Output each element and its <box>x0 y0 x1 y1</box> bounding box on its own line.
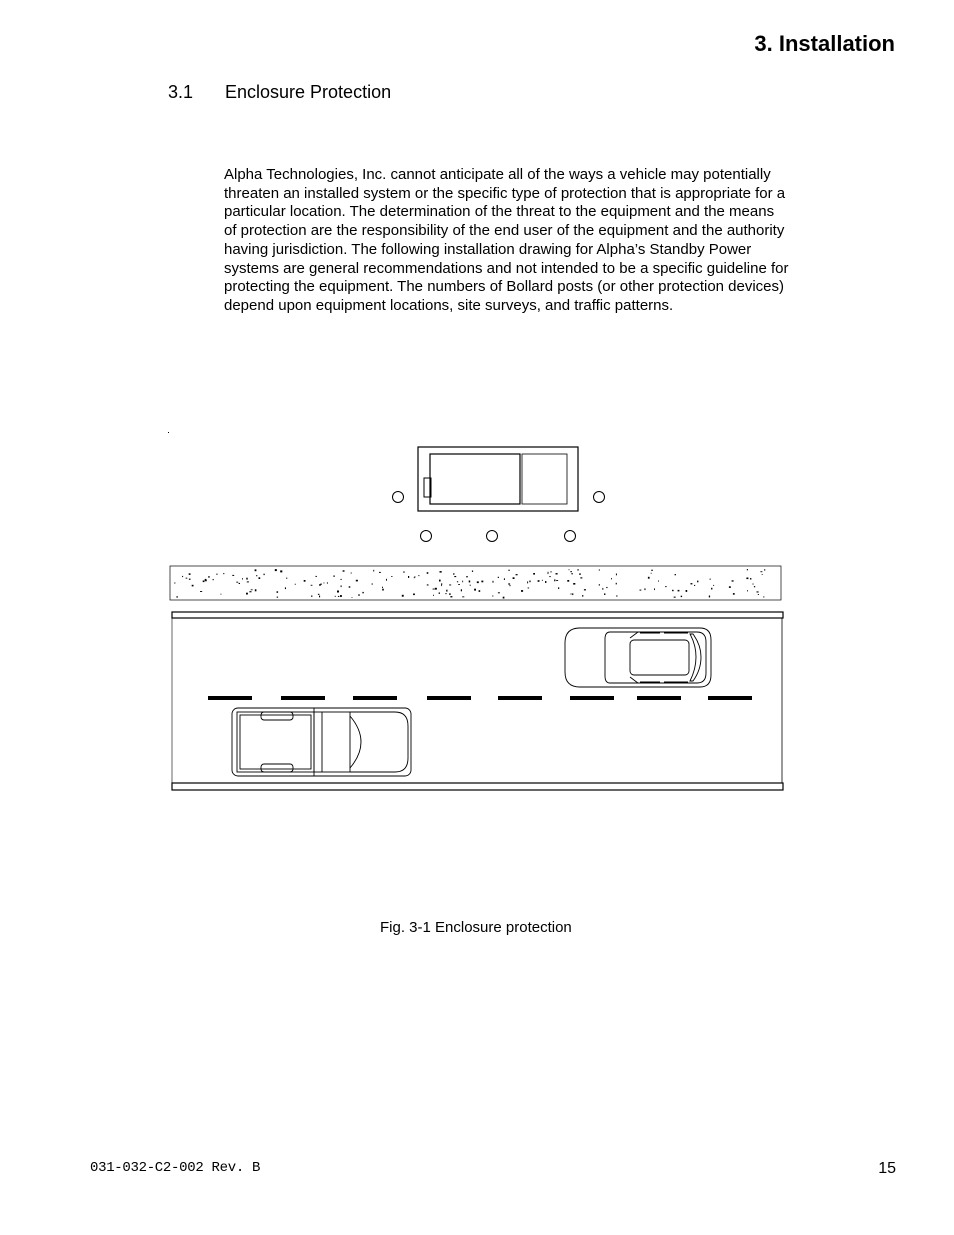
gravel-speck <box>521 590 523 592</box>
gravel-speck <box>545 581 546 583</box>
gravel-speck <box>217 574 218 576</box>
road <box>172 612 783 790</box>
gravel-speck <box>445 593 446 594</box>
gravel-speck <box>713 585 714 586</box>
gravel-speck <box>747 569 748 570</box>
gravel-speck <box>458 584 460 585</box>
section-title: Enclosure Protection <box>225 82 392 102</box>
gravel-speck <box>223 573 224 574</box>
gravel-speck <box>760 571 762 572</box>
gravel-speck <box>408 576 409 578</box>
gravel-speck <box>569 569 570 570</box>
gravel-speck <box>466 576 467 577</box>
truck-outline <box>232 708 411 776</box>
truck-windshield <box>350 716 361 768</box>
gravel-speck <box>319 596 320 598</box>
gravel-speck <box>351 573 352 574</box>
gravel-speck <box>508 583 510 584</box>
gravel-speck <box>513 577 515 579</box>
gravel-speck <box>205 579 206 581</box>
gravel-speck <box>681 596 682 597</box>
gravel-speck <box>457 581 458 582</box>
gravel-speck <box>427 584 429 585</box>
gravel-speck <box>379 572 381 573</box>
car-windshield <box>690 634 701 681</box>
footer-doc-number: 031-032-C2-002 Rev. B <box>90 1160 261 1176</box>
gravel-speck <box>249 591 251 592</box>
gravel-speck <box>571 573 573 574</box>
gravel-speck <box>665 586 667 587</box>
gravel-speck <box>418 575 419 576</box>
gravel-speck <box>311 596 312 597</box>
gravel-speck <box>275 569 277 571</box>
gravel-speck <box>764 569 765 571</box>
gravel-speck <box>492 595 493 596</box>
gravel-speck <box>469 581 471 583</box>
gravel-speck <box>711 588 712 590</box>
gravel-speck <box>733 593 735 595</box>
gravel-speck <box>510 585 511 586</box>
gravel-speck <box>747 590 748 591</box>
gravel-speck <box>533 573 535 575</box>
gravel-speck <box>580 577 582 578</box>
gravel-speck <box>189 579 191 580</box>
truck-side-lines <box>314 708 322 776</box>
gravel-speck <box>192 585 194 587</box>
gravel-speck <box>599 584 600 586</box>
truck-wheel-well <box>261 764 293 772</box>
gravel-speck <box>503 597 505 599</box>
gravel-speck <box>319 584 321 586</box>
gravel-speck <box>246 593 248 595</box>
gravel-speck <box>658 581 659 582</box>
gravel-speck <box>382 587 383 588</box>
gravel-speck <box>651 570 653 571</box>
gravel-speck <box>572 593 573 595</box>
gravel-speck <box>285 587 286 589</box>
gravel-speck <box>599 569 600 570</box>
gravel-speck <box>246 578 247 580</box>
gravel-speck <box>453 573 455 574</box>
gravel-speck <box>343 570 345 571</box>
gravel-speck <box>571 594 572 595</box>
gravel-speck <box>686 590 688 592</box>
gravel-speck <box>548 573 549 574</box>
gravel-speck <box>498 577 499 578</box>
gravel-speck <box>582 595 583 597</box>
gravel-speck <box>324 583 325 584</box>
lane-dash <box>570 696 614 700</box>
gravel-speck <box>208 576 210 577</box>
car-drawing <box>565 628 711 687</box>
gravel-speck <box>372 583 373 585</box>
gravel-speck <box>333 576 335 577</box>
gravel-speck <box>640 590 642 591</box>
chapter-title: 3. Installation <box>754 31 895 56</box>
enclosure-main-cabinet <box>430 454 520 504</box>
gravel-speck <box>255 589 257 591</box>
gravel-speck <box>616 583 617 585</box>
gravel-speck <box>435 588 437 590</box>
gravel-speck <box>498 592 500 593</box>
gravel-speck <box>433 589 435 590</box>
gravel-speck <box>221 594 222 595</box>
gravel-speck <box>373 570 374 572</box>
gravel-speck <box>247 581 249 582</box>
gravel-speck <box>477 581 479 583</box>
gravel-speck <box>753 583 754 584</box>
gravel-speck <box>454 576 456 577</box>
enclosure-drawing <box>418 447 578 511</box>
gravel-speck <box>341 585 342 587</box>
curb-strip <box>170 566 781 600</box>
gravel-speck <box>391 576 392 577</box>
gravel-speck <box>754 586 755 587</box>
gravel-speck <box>479 590 481 592</box>
gravel-speck <box>236 582 238 583</box>
gravel-speck <box>549 576 550 577</box>
gravel-speck <box>427 572 429 574</box>
gravel-speck <box>558 587 559 589</box>
gravel-speck <box>674 597 676 598</box>
gravel-speck <box>362 592 363 593</box>
enclosure-pad <box>418 447 578 511</box>
gravel-speck <box>403 572 405 573</box>
lane-dash <box>208 696 252 700</box>
gravel-speck <box>449 585 451 586</box>
figure-caption: Fig. 3-1 Enclosure protection <box>380 919 572 936</box>
gravel-speck <box>472 571 473 572</box>
gravel-speck <box>242 578 243 579</box>
lane-dash <box>708 696 752 700</box>
gravel-speck <box>446 590 447 592</box>
gravel-speck <box>337 591 339 593</box>
lane-dash <box>281 696 325 700</box>
gravel-speck <box>556 573 558 574</box>
gravel-speck <box>286 578 287 580</box>
gravel-speck <box>709 596 710 598</box>
gravel-speck <box>542 580 543 581</box>
gravel-speck <box>280 570 282 572</box>
gravel-speck <box>189 573 191 575</box>
gravel-speck <box>504 578 505 580</box>
gravel-speck <box>648 577 650 579</box>
pickup-truck-drawing <box>232 708 411 776</box>
gravel-speck <box>516 574 518 575</box>
gravel-speck <box>606 587 607 588</box>
gravel-speck <box>200 591 202 592</box>
gravel-speck <box>644 588 645 590</box>
enclosure-side-cabinet <box>522 454 567 504</box>
gravel-speck <box>335 596 336 597</box>
gravel-speck <box>449 593 451 594</box>
gravel-speck <box>604 593 605 595</box>
gravel-speck <box>318 594 320 595</box>
gravel-speck <box>550 571 551 572</box>
gravel-speck <box>675 574 676 575</box>
gravel-speck <box>349 586 351 587</box>
stray-mark <box>168 432 169 433</box>
gravel-speck <box>402 595 404 597</box>
gravel-speck <box>548 572 549 573</box>
gravel-speck <box>382 589 384 591</box>
bollard-post <box>565 531 576 542</box>
gravel-speck <box>678 590 680 592</box>
gravel-speck <box>567 580 569 582</box>
gravel-speck <box>462 596 464 597</box>
gravel-speck <box>327 582 328 583</box>
lane-divider <box>208 696 752 700</box>
gravel-speck <box>694 585 695 586</box>
gravel-speck <box>617 595 618 597</box>
gravel-speck <box>182 576 183 577</box>
gravel-speck <box>691 583 693 584</box>
gravel-speck <box>356 580 358 582</box>
curb-gravel-texture <box>174 569 765 598</box>
gravel-speck <box>239 583 240 584</box>
bollards <box>393 492 605 542</box>
lane-dash <box>498 696 542 700</box>
gravel-speck <box>316 576 317 577</box>
gravel-speck <box>746 578 748 580</box>
gravel-speck <box>616 574 617 576</box>
gravel-speck <box>527 581 528 583</box>
bollard-post <box>393 492 404 503</box>
section-number: 3.1 <box>168 82 194 102</box>
truck-bed-inner <box>240 715 311 769</box>
gravel-speck <box>584 589 586 590</box>
gravel-speck <box>433 595 434 596</box>
gravel-speck <box>413 594 415 596</box>
gravel-speck <box>352 597 353 598</box>
gravel-speck <box>470 585 471 586</box>
gravel-speck <box>493 581 494 583</box>
gravel-speck <box>176 596 178 597</box>
gravel-speck <box>311 585 313 586</box>
gravel-speck <box>579 573 581 574</box>
gravel-speck <box>481 581 483 583</box>
gravel-speck <box>602 588 603 590</box>
curb-outline <box>170 566 781 600</box>
gravel-speck <box>232 575 234 576</box>
gravel-speck <box>213 579 214 580</box>
road-edge-bottom <box>172 783 783 790</box>
gravel-speck <box>251 589 253 590</box>
gravel-speck <box>277 597 278 598</box>
gravel-speck <box>340 595 342 597</box>
truck-bed <box>237 712 314 772</box>
gravel-speck <box>295 584 296 585</box>
gravel-speck <box>758 594 759 595</box>
body-paragraph: Alpha Technologies, Inc. cannot anticipate all of the ways a vehicle may potentially threaten an installed system or the specific type of protection that is appropriate for a particular location. The determination of the threat to the equipment and the means of protection are the responsibility of the end user of the equipment and the authority having jurisdiction. The following installation drawing for Alpha’s Standby Power systems are general recommendations and not intended to be a specific guideline for protecting the equipment. The numbers of Bollard posts (or other protection devices) depend upon equipment locations, site surveys, and traffic patterns. <box>224 166 789 314</box>
gravel-speck <box>341 579 342 580</box>
gravel-speck <box>304 580 306 582</box>
gravel-speck <box>763 597 764 598</box>
gravel-speck <box>538 580 540 582</box>
gravel-speck <box>440 571 442 573</box>
gravel-speck <box>529 581 530 583</box>
gravel-speck <box>450 596 452 597</box>
footer-page-number: 15 <box>878 1160 896 1177</box>
gravel-speck <box>256 575 257 576</box>
gravel-speck <box>570 571 572 572</box>
gravel-speck <box>762 574 763 575</box>
truck-wheel-well <box>261 712 293 720</box>
gravel-speck <box>732 580 734 581</box>
bollard-post <box>421 531 432 542</box>
gravel-speck <box>697 581 698 583</box>
gravel-speck <box>651 573 652 574</box>
truck-cab <box>314 712 350 772</box>
gravel-speck <box>757 591 759 592</box>
lane-dash <box>637 696 681 700</box>
gravel-speck <box>441 584 442 586</box>
gravel-speck <box>174 583 175 584</box>
gravel-speck <box>461 589 462 591</box>
bollard-post <box>594 492 605 503</box>
gravel-speck <box>611 578 612 579</box>
gravel-speck <box>439 593 440 594</box>
gravel-speck <box>358 594 360 595</box>
gravel-speck <box>729 586 731 588</box>
gravel-speck <box>750 578 751 579</box>
gravel-speck <box>186 578 188 579</box>
gravel-speck <box>578 569 579 571</box>
gravel-speck <box>259 577 261 579</box>
gravel-speck <box>203 581 205 583</box>
gravel-speck <box>264 574 265 575</box>
lane-dash <box>353 696 397 700</box>
gravel-speck <box>386 579 387 581</box>
lane-dash <box>427 696 471 700</box>
gravel-speck <box>710 579 711 580</box>
gravel-speck <box>672 590 674 591</box>
gravel-speck <box>439 580 441 582</box>
gravel-speck <box>338 596 339 597</box>
gravel-speck <box>462 581 463 583</box>
gravel-speck <box>414 577 416 578</box>
truck-hood <box>350 712 408 772</box>
car-roof <box>630 640 689 675</box>
gravel-speck <box>554 579 555 581</box>
gravel-speck <box>474 589 476 591</box>
road-edge-top <box>172 612 783 618</box>
gravel-speck <box>277 591 279 593</box>
gravel-speck <box>528 588 530 589</box>
gravel-speck <box>508 570 509 571</box>
gravel-speck <box>556 580 558 581</box>
gravel-speck <box>573 583 575 585</box>
gravel-speck <box>654 588 655 590</box>
bollard-post <box>487 531 498 542</box>
gravel-speck <box>255 569 257 571</box>
